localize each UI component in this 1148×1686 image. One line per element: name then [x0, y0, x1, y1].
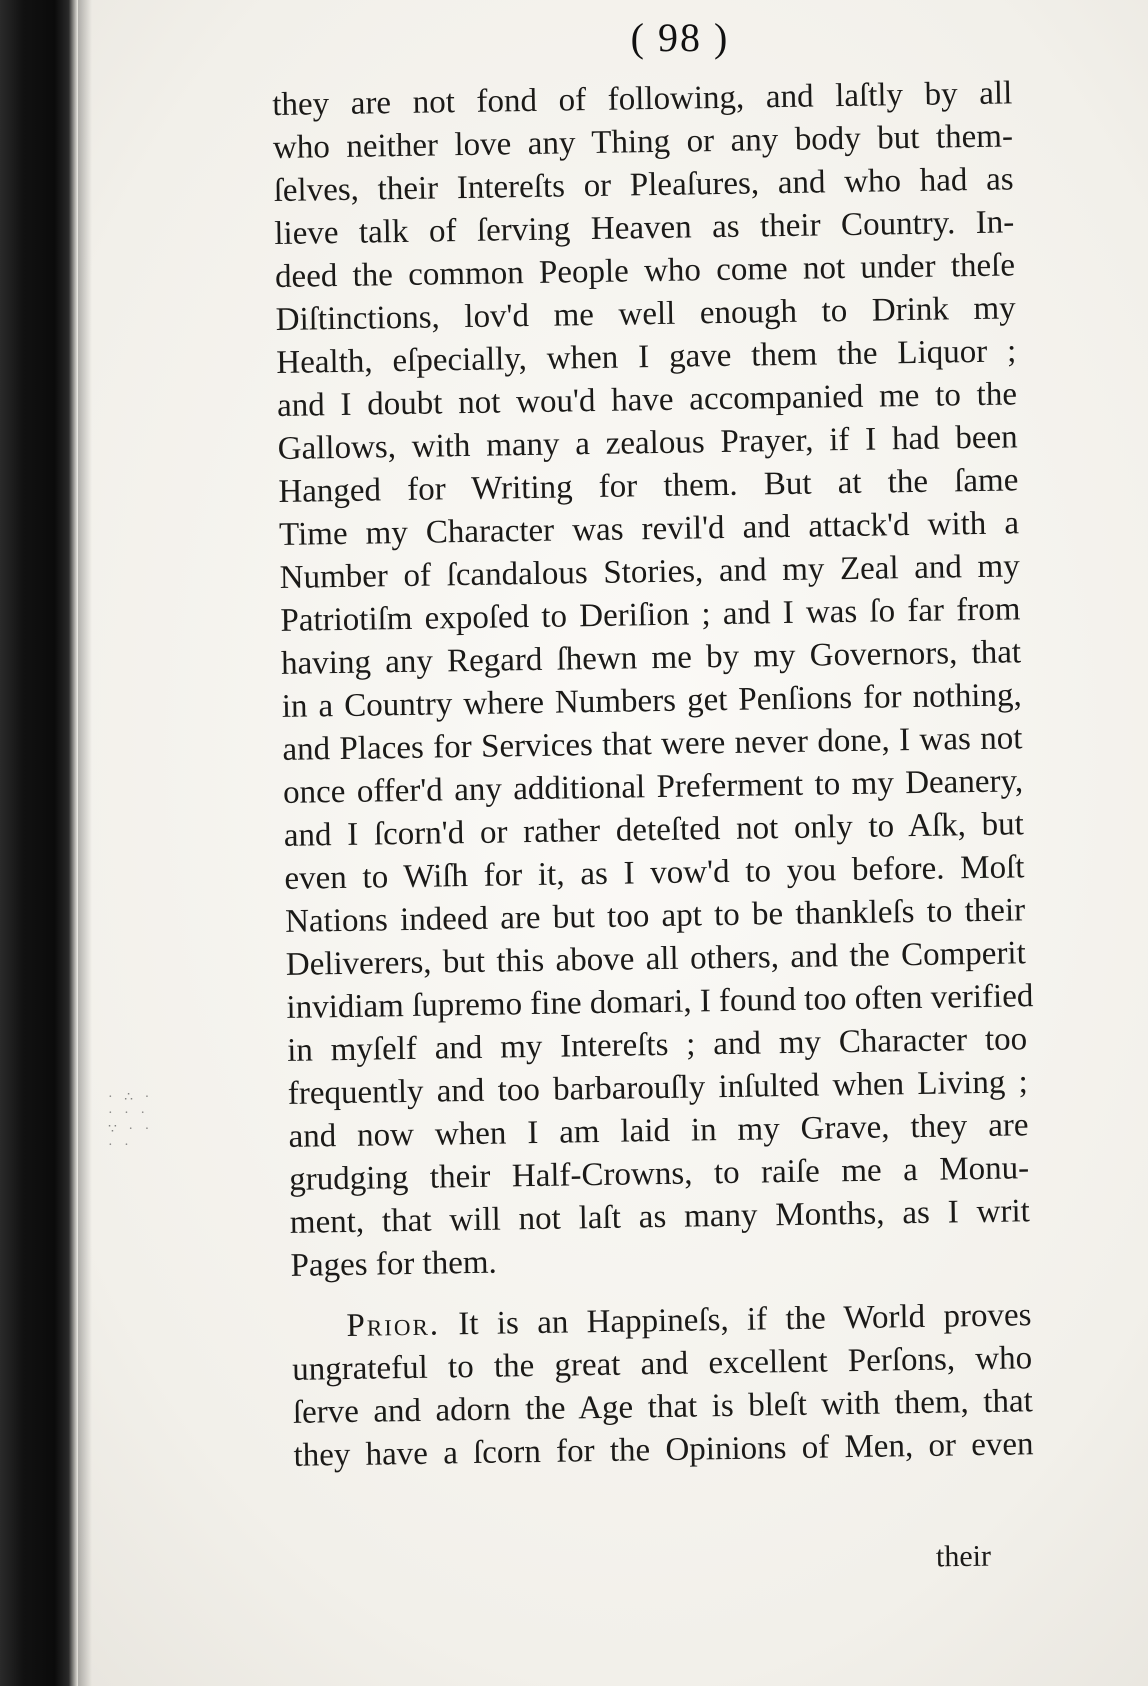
- text-line: ungrateful to the great and excellent Perſons, who: [291, 1340, 1033, 1388]
- catchword: their: [935, 1539, 992, 1574]
- paper-specks: · ∴ · · · · ∵ · · · ·: [108, 1090, 154, 1153]
- text-line: Patriotiſm expoſed to Deriſion ; and I was ſo far from: [280, 591, 1021, 639]
- text-line: Diſtinctions, lov'd me well enough to Drink my: [275, 290, 1016, 338]
- text-line: Deliverers, but this above all others, and the Comperit: [285, 935, 1027, 983]
- text-line: ſerve and adorn the Age that is bleſt with them, that: [292, 1383, 1034, 1431]
- text-line: Gallows, with many a zealous Prayer, if I had been: [277, 419, 1018, 467]
- page-number: ( 98 ): [630, 15, 730, 60]
- text-line: and Places for Services that were never done, I was not: [282, 720, 1023, 768]
- text-line: invidiam ſupremo fine domari, I found too often verified: [286, 978, 1034, 1026]
- text-line: and I ſcorn'd or rather deteſted not only to Aſk, but: [283, 806, 1025, 854]
- text-line: they are not fond of following, and laſtly by all: [272, 75, 1013, 123]
- text-line: Time my Character was revil'd and attack'd with a: [278, 505, 1020, 553]
- text-line: once offer'd any additional Preferment to my Deanery,: [282, 763, 1024, 811]
- text-line: ment, that will not laſt as many Months, as I writ: [289, 1193, 1031, 1241]
- body-text: [272, 72, 1034, 1477]
- binding-gutter-shadow: [0, 0, 78, 1686]
- text-line: and I doubt not wou'd have accompanied me to the: [276, 376, 1018, 424]
- text-line: grudging their Half-Crowns, to raiſe me a Monu-: [288, 1150, 1030, 1198]
- text-line: deed the common People who come not under theſe: [274, 247, 1016, 295]
- text-line: Health, eſpecially, when I gave them the Liquor ;: [276, 333, 1017, 381]
- text-line: they have a ſcorn for the Opinions of Men, or even: [293, 1426, 1034, 1474]
- text-line: Number of ſcandalous Stories, and my Zeal and my: [279, 548, 1020, 596]
- speaker-name: Prior.: [346, 1306, 441, 1344]
- text-line: who neither love any Thing or any body but them-: [272, 118, 1014, 166]
- text-line: even to Wiſh for it, as I vow'd to you before. Moſt: [284, 849, 1025, 897]
- text-line: in myſelf and my Intereſts ; and my Character too: [286, 1021, 1028, 1069]
- text-line: and now when I am laid in my Grave, they are: [288, 1107, 1029, 1155]
- text-line: in a Country where Numbers get Penſions for nothing,: [281, 677, 1022, 725]
- dialogue-text: It is an Happineſs, if the World proves: [439, 1297, 1032, 1343]
- text-line: Hanged for Writing for them. But at the ſame: [278, 462, 1019, 510]
- text-line: lieve talk of ſerving Heaven as their Country. In-: [274, 204, 1015, 252]
- text-line: ſelves, their Intereſts or Pleaſures, and who had as: [273, 161, 1014, 209]
- text-line: Pages for them.: [290, 1244, 498, 1284]
- text-line: having any Regard ſhewn me by my Governors, that: [280, 634, 1022, 682]
- text-line: Nations indeed are but too apt to be thankleſs to their: [284, 892, 1026, 940]
- text-line: frequently and too barbarouſly inſulted when Living ;: [287, 1064, 1029, 1112]
- gutter-edge: [78, 0, 92, 1686]
